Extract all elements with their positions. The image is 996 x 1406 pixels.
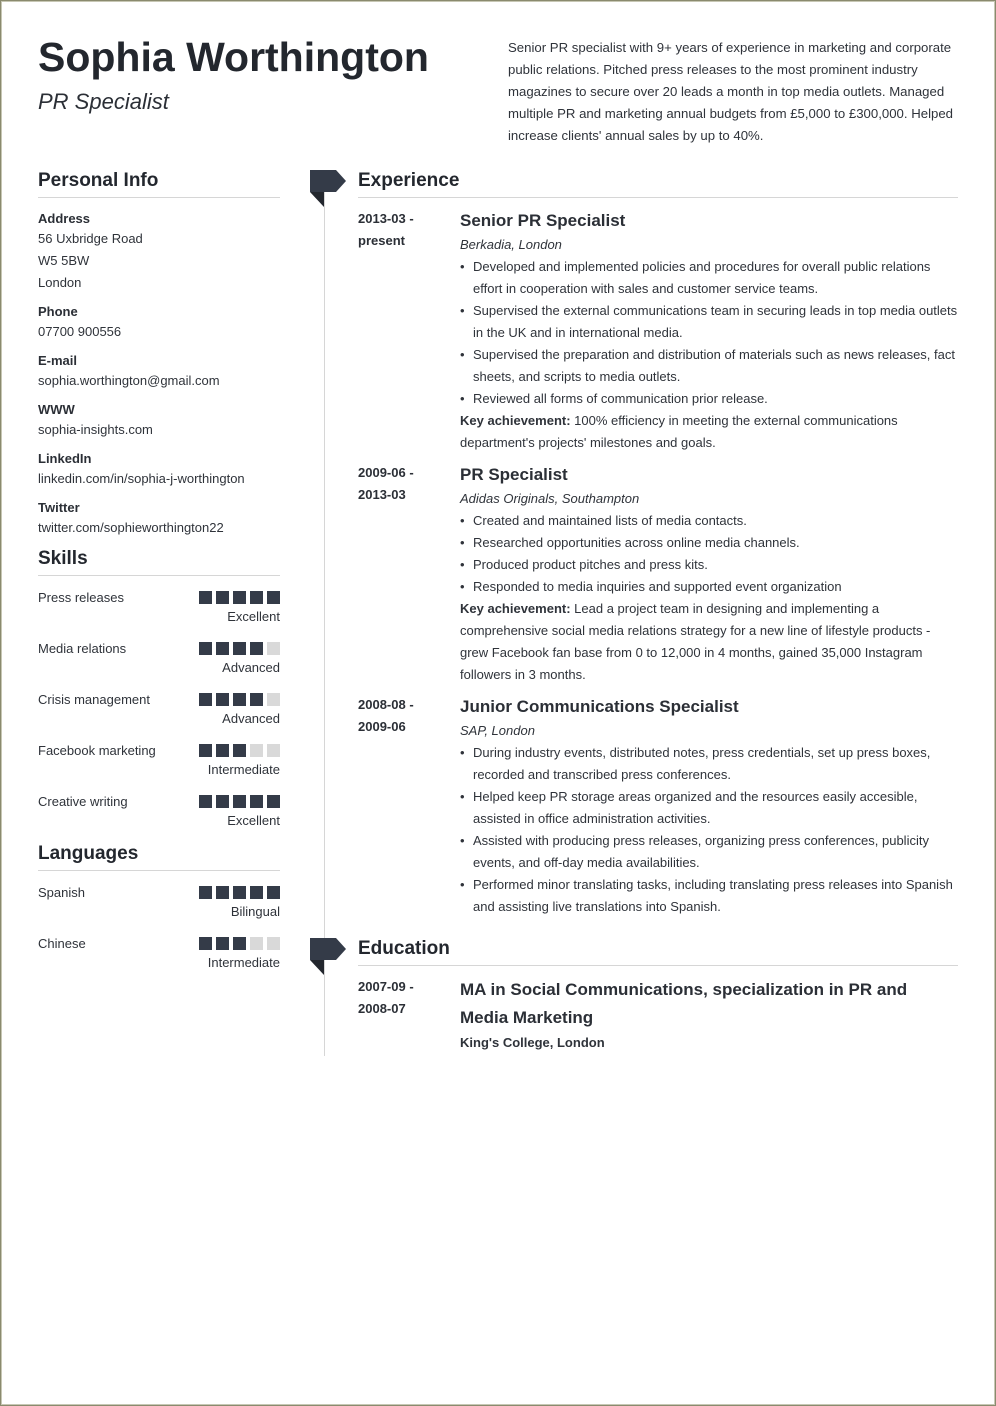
rating-dot-filled: [216, 591, 229, 604]
rating-dot-filled: [199, 937, 212, 950]
info-group: [38, 450, 280, 490]
info-label: LinkedIn: [38, 451, 92, 466]
language-item: [38, 934, 280, 974]
rating-dot-filled: [233, 886, 246, 899]
rating-dots: [199, 744, 280, 757]
responsibility-item: • Researched opportunities across online media channels.: [460, 532, 958, 554]
experience-section: [358, 170, 958, 926]
responsibility-item: • Produced product pitches and press kits.: [460, 554, 958, 576]
skill-name: Crisis management: [38, 691, 150, 707]
rating-dot-empty: [267, 642, 280, 655]
info-link[interactable]: sophia.worthington@gmail.com: [38, 373, 220, 388]
key-achievement-text: 100% efficiency in meeting the external communications department's projects' milestones and goals.: [460, 413, 898, 450]
rating-dots: [199, 795, 280, 808]
rating-dot-filled: [233, 693, 246, 706]
rating-dot-filled: [250, 693, 263, 706]
rating-dot-filled: [233, 937, 246, 950]
date-end: 2013-03: [358, 487, 406, 502]
rating-dot-filled: [233, 591, 246, 604]
rating-dots: [199, 642, 280, 655]
rating-dot-filled: [250, 795, 263, 808]
responsibility-item: • Performed minor translating tasks, including translating press releases into Spanish and assisting live translations into Spanish.: [460, 874, 958, 918]
company-name: SAP, London: [460, 723, 535, 738]
info-group: [38, 210, 280, 294]
education-list: [358, 976, 958, 1054]
skill-item: [38, 741, 280, 781]
rating-dot-filled: [233, 642, 246, 655]
skill-name: Creative writing: [38, 793, 128, 809]
education-flag-icon: [310, 938, 346, 976]
responsibility-item: • During industry events, distributed notes, press credentials, set up press boxes, recorded and transcribed press conferences.: [460, 742, 958, 786]
skills-list: [38, 588, 280, 832]
info-link[interactable]: linkedin.com/in/sophia-j-worthington: [38, 471, 245, 486]
rating-dot-filled: [216, 744, 229, 757]
responsibility-item: • Developed and implemented policies and procedures for overall public relations effort in cooperation with sales and customer service teams.: [460, 256, 958, 300]
rating-dot-filled: [267, 795, 280, 808]
job-title: PR Specialist: [460, 465, 568, 484]
entry-dates: [358, 694, 460, 918]
rating-dot-filled: [216, 937, 229, 950]
date-start: 2007-09 -: [358, 979, 414, 994]
rating-row: [38, 690, 280, 708]
rating-dot-filled: [233, 795, 246, 808]
experience-entry: [358, 462, 958, 686]
personal-info-heading: Personal Info: [38, 170, 280, 198]
company-name: Adidas Originals, Southampton: [460, 491, 640, 506]
responsibility-item: • Supervised the preparation and distribution of materials such as news releases, fact sheets, and scripts to media outlets.: [460, 344, 958, 388]
rating-dot-filled: [233, 744, 246, 757]
rating-dots: [199, 886, 280, 899]
entry-dates: [358, 976, 460, 1054]
skill-name: Press releases: [38, 589, 124, 605]
skill-item: [38, 690, 280, 730]
personal-info-list: [38, 210, 280, 539]
rating-dot-empty: [267, 693, 280, 706]
rating-dot-filled: [216, 642, 229, 655]
education-heading: Education: [358, 938, 958, 966]
date-start: 2009-06 -: [358, 465, 414, 480]
responsibility-item: • Helped keep PR storage areas organized and the resources easily accesible, assisted in office administration activities.: [460, 786, 958, 830]
key-achievement-label: Key achievement:: [460, 601, 571, 616]
rating-level: Intermediate: [207, 762, 280, 777]
rating-dot-filled: [250, 886, 263, 899]
info-group: [38, 352, 280, 392]
timeline-line: [324, 190, 325, 1056]
company-name: Berkadia, London: [460, 237, 562, 252]
rating-row: [38, 741, 280, 759]
date-start: 2008-08 -: [358, 697, 414, 712]
date-end: 2008-07: [358, 1001, 406, 1016]
entry-body: [460, 976, 958, 1054]
responsibility-item: • Supervised the external communications team in securing leads in top media outlets in the UK and in international media.: [460, 300, 958, 344]
rating-dot-empty: [267, 744, 280, 757]
experience-flag-icon: [310, 170, 346, 208]
job-title: Senior PR Specialist: [460, 211, 626, 230]
date-end: present: [358, 233, 405, 248]
entry-dates: [358, 462, 460, 686]
candidate-title: PR Specialist: [38, 89, 169, 114]
school-name: King's College, London: [460, 1035, 605, 1050]
rating-dot-filled: [250, 642, 263, 655]
key-achievement-label: Key achievement:: [460, 413, 571, 428]
personal-info-section: [38, 170, 280, 539]
rating-dot-filled: [199, 693, 212, 706]
responsibility-item: • Responded to media inquiries and supported event organization: [460, 576, 958, 598]
rating-dot-filled: [267, 886, 280, 899]
profile-summary: Senior PR specialist with 9+ years of experience in marketing and corporate public relations. Pitched press releases to the most prominent industry magazines to secure over 20 leads a month in top media outlets. Managed multiple PR and marketing annual budgets from £5,000 to £300,000. Helped increase clients' annual sales by up to 40%.: [508, 40, 954, 143]
rating-dots: [199, 937, 280, 950]
info-group: [38, 303, 280, 343]
info-label: WWW: [38, 402, 75, 417]
rating-dot-empty: [250, 937, 263, 950]
info-link[interactable]: sophia-insights.com: [38, 422, 153, 437]
info-group: [38, 499, 280, 539]
skill-item: [38, 639, 280, 679]
key-achievement: [460, 410, 958, 454]
rating-dot-filled: [199, 886, 212, 899]
rating-level: Excellent: [227, 813, 280, 828]
info-value: 07700 900556: [38, 324, 122, 339]
rating-dot-filled: [199, 591, 212, 604]
experience-list: [358, 208, 958, 918]
language-name: Chinese: [38, 935, 86, 951]
education-section: [358, 938, 958, 1062]
skill-item: [38, 588, 280, 628]
info-link[interactable]: twitter.com/sophieworthington22: [38, 520, 224, 535]
responsibility-item: • Reviewed all forms of communication prior release.: [460, 388, 958, 410]
education-entry: [358, 976, 958, 1054]
language-name: Spanish: [38, 884, 85, 900]
rating-dot-filled: [216, 795, 229, 808]
rating-dot-filled: [199, 642, 212, 655]
rating-row: [38, 588, 280, 606]
experience-heading: Experience: [358, 170, 958, 198]
info-label: Twitter: [38, 500, 80, 515]
experience-entry: [358, 208, 958, 454]
rating-row: [38, 934, 280, 952]
languages-section: [38, 843, 280, 974]
rating-level: Bilingual: [230, 904, 280, 919]
entry-dates: [358, 208, 460, 454]
rating-level: Advanced: [222, 711, 280, 726]
skill-name: Facebook marketing: [38, 742, 156, 758]
rating-dot-filled: [267, 591, 280, 604]
rating-dot-filled: [216, 886, 229, 899]
rating-row: [38, 883, 280, 901]
entry-body: [460, 208, 958, 454]
responsibility-list: [460, 742, 958, 918]
entry-body: [460, 462, 958, 686]
rating-level: Intermediate: [207, 955, 280, 970]
job-title: Junior Communications Specialist: [460, 697, 739, 716]
rating-dots: [199, 591, 280, 604]
rating-row: [38, 792, 280, 810]
entry-body: [460, 694, 958, 918]
candidate-name: Sophia Worthington: [38, 34, 429, 80]
info-value: 56 Uxbridge Road: [38, 231, 143, 246]
rating-dot-filled: [216, 693, 229, 706]
info-value: W5 5BW: [38, 253, 90, 268]
rating-dot-filled: [199, 795, 212, 808]
date-start: 2013-03 -: [358, 211, 414, 226]
languages-list: [38, 883, 280, 974]
rating-dot-filled: [199, 744, 212, 757]
skill-name: Media relations: [38, 640, 127, 656]
info-group: [38, 401, 280, 441]
responsibility-item: • Assisted with producing press releases, organizing press conferences, publicity events, and off-day media availabilities.: [460, 830, 958, 874]
rating-dot-empty: [250, 744, 263, 757]
skills-section: [38, 548, 280, 832]
responsibility-list: [460, 510, 958, 598]
rating-row: [38, 639, 280, 657]
skills-heading: Skills: [38, 548, 280, 576]
key-achievement-text: Lead a project team in designing and implementing a comprehensive social media relations strategy for a new line of lifestyle products - grew Facebook fan base from 0 to 12,000 in 4 months, gained 35,000 Instagram followers in 3 months.: [460, 601, 931, 682]
info-value: London: [38, 275, 82, 290]
degree-title: MA in Social Communications, specialization in PR and Media Marketing: [460, 980, 908, 1027]
skill-item: [38, 792, 280, 832]
responsibility-item: • Created and maintained lists of media contacts.: [460, 510, 958, 532]
rating-level: Advanced: [222, 660, 280, 675]
experience-entry: [358, 694, 958, 918]
date-end: 2009-06: [358, 719, 406, 734]
rating-dot-filled: [250, 591, 263, 604]
rating-level: Excellent: [227, 609, 280, 624]
info-label: E-mail: [38, 353, 78, 368]
language-item: [38, 883, 280, 923]
key-achievement: [460, 598, 958, 686]
languages-heading: Languages: [38, 843, 280, 871]
info-label: Address: [38, 211, 91, 226]
responsibility-list: [460, 256, 958, 410]
rating-dot-empty: [267, 937, 280, 950]
rating-dots: [199, 693, 280, 706]
info-label: Phone: [38, 304, 78, 319]
left-column: [38, 170, 280, 985]
